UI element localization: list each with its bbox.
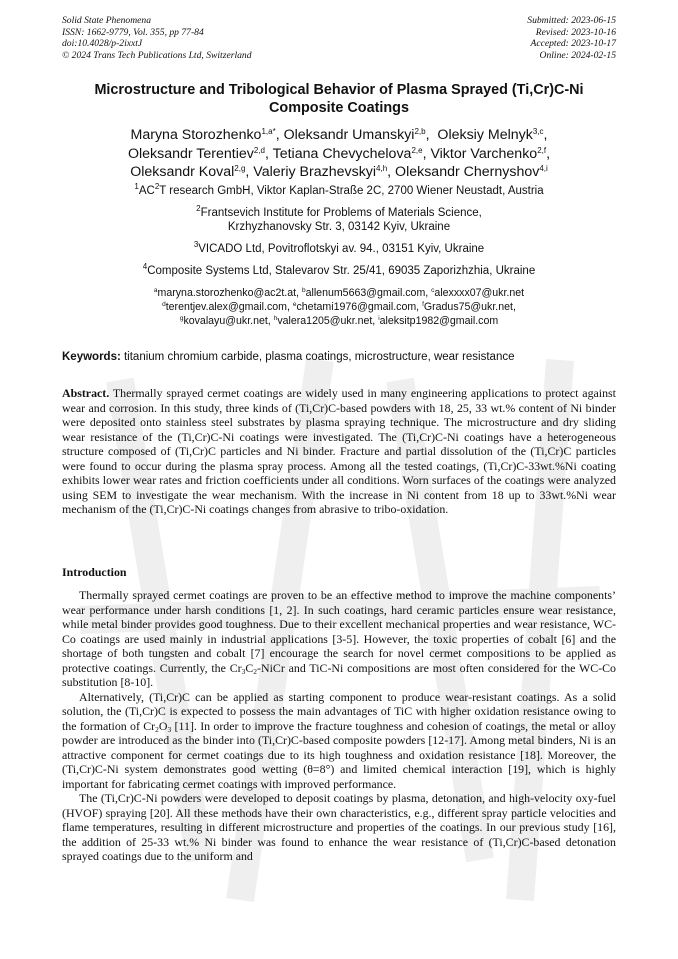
email-sup: f [422,301,424,309]
affiliation-text: AC [138,185,155,197]
affiliation-2 [40,203,638,235]
submitted-date: Submitted: 2023-06-15 [527,15,616,26]
journal-name: Solid State Phenomena [62,15,151,26]
author-sup: 2,e [411,145,423,155]
subscript: 2 [253,666,258,676]
email-sup: h [273,315,278,323]
subscript: 2 [155,724,159,734]
affiliation-text: Krzhyzhanovsky Str. 3, 03142 Kyiv, Ukraine [227,221,451,234]
author-name: Tetiana Chevychelova [272,145,412,162]
author-sup: 2,g [234,164,246,174]
affiliation-1 [40,184,638,199]
introduction-body [62,588,616,864]
paragraph-text: Thermally sprayed cermet coatings are proven to be an effective method to improve the machine components’ wear performance under harsh conditions [1, 2]. In such coatings, hard ceramic particles ensure wear resistance, while metal binder provides good toughness. Due to their excellent mechanical properties and wear resistance, WC-Co coatings are used mainly in industrial applications [3-5]. However, the toxic properties of cobalt [6] and the shortage of both tungsten and cobalt [7] encourage the search for novel cermet compositions to be applied as protective coatings. Currently, the Cr [62,588,616,675]
keywords-label: Keywords: [62,351,121,363]
email-link[interactable]: terentjev.alex@gmail.com, [165,301,293,314]
abstract-label: Abstract. [62,386,110,400]
keywords-text: titanium chromium carbide, plasma coatings, microstructure, wear resistance [120,351,515,363]
affiliation-sup: 2 [154,182,160,191]
subscript: 3 [241,666,246,676]
affiliation-text: Frantsevich Institute for Problems of Materials Science, [200,206,482,219]
author-name: Oleksandr Koval [130,164,235,181]
affiliation-text: Composite Systems Ltd, Stalevarov Str. 25/41, 69035 Zaporizhzhia, Ukraine [147,265,536,278]
email-link[interactable]: aleksitp1982@gmail.com [379,315,499,328]
email-sup: a [153,287,158,295]
email-sup: b [301,287,306,295]
email-sup: d [162,301,166,309]
paragraph-text: -NiCr and TiC-Ni compositions are most often considered for the WC-Co substitution [8-10]. [62,660,617,689]
abstract-text: Thermally sprayed cermet coatings are widely used in many engineering applications to protect against wear and corrosion. In this study, three kinds of (Ti,Cr)C-based powders with 18, 25, 33 wt.% content of Ni binder were deposited onto stainless steel substrates by plasma spraying technique. The microstructure and dry sliding wear resistance of the (Ti,Cr)C-Ni coatings were investigated. The (Ti,Cr)C-Ni coatings have a heterogeneous structure composed of (Ti,Cr)C particles and Ni binder. Fracture and partial dissolution of the (Ti,Cr)C particles were found to occur during the plasma spray process. Among all the tested coatings, (Ti,Cr)C-33wt.%Ni coating exhibits lower wear rates and friction coefficients under all conditions. Worn surfaces of the coatings were analyzed using SEM to investigate the wear mechanism. With the increase in Ni content from 18 up to 33wt.%Ni wear mechanism of the (Ti,Cr)C-Ni coatings changes from abrasive to tribo-oxidation. [62,386,616,516]
email-list [40,286,638,328]
intro-paragraph-2 [62,690,616,792]
online-date: Online: 2024-02-15 [539,49,616,61]
introduction-heading: Introduction [62,565,127,579]
paragraph-text: Alternatively, (Ti,Cr)C can be applied as starting component to produce wear-resistant coatings. As a solid solution, the (Ti,Cr)C is expected to possess the main advantages of TiC with higher oxidation resistance owing to the formation of Cr [62,689,616,733]
affiliation-sup: 1 [134,182,139,191]
affiliation-text: VICADO Ltd, Povitroflotskyi av. 94., 03151 Kyiv, Ukraine [198,243,485,256]
author-sup: 3,c [532,127,544,136]
paragraph-text: O [158,718,168,733]
author-name: Viktor Varchenko [430,145,538,162]
email-sup: e [292,301,297,309]
author-name: Valeriy Brazhevskyi [253,164,377,181]
affiliation-sup: 2 [196,203,201,213]
revised-date: Revised: 2023-10-16 [535,26,616,38]
affiliation-text: T research GmbH, Viktor Kaplan-Straße 2C, 2700 Wiener Neustadt, Austria [159,185,544,197]
email-sup: g [179,315,184,323]
email-link[interactable]: alexxxx07@ukr.net [434,287,525,300]
paragraph-text: [11]. In order to improve the fracture toughness and cohesion of coatings, the metal or alloy powder are introduced as the binder into (Ti,Cr)C-based composite powders [12-17]. Among metal binders, Ni is an attractive component for cermet coatings due to its high toughness and oxidation resistance [18]. Moreover, the (Ti,Cr)C-Ni system demonstrates good wetting (θ=8°) and limited chemical interaction [19], which is highly important for fabricating cermet coatings with improved performance. [62,718,616,791]
email-sup: c [431,287,435,295]
email-link[interactable]: maryna.storozhenko@ac2t.at, [157,287,302,300]
intro-paragraph-1 [62,588,616,690]
intro-paragraph-3: The (Ti,Cr)C-Ni powders were developed to deposit coatings by plasma, detonation, and high-velocity oxy-fuel (HVOF) spraying [20]. All these methods have their own characteristics, e.g., different spray particle velocities and flame temperatures, resulting in different microstructure and properties of the coatings. In our previous study [16], the addition of 25-33 wt.% Ni binder was found to enhance the wear resistance of (Ti,Cr)C-based detonation sprayed coatings due to the uniform and [62,791,616,863]
author-name: Maryna Storozhenko [130,127,262,143]
author-sup: 1,a* [261,127,276,136]
author-sup: 2,f [537,145,547,155]
publication-dates [527,15,616,61]
author-list: Maryna Storozhenko$^{1,a*}$, Oleksandr Umanskyi$^{2,b}$, Oleksiy Melnyk$^{3,c}$, Oleksandr Terentiev$^{2,d}$, Tetiana Chevychelova$^{2,e}$, Viktor Varchenko$^{2,f}$, Oleksandr Koval$^{2,g}$, Valeriy Brazhevskyi$^{4,h}$, Oleksandr Chernyshov$^{4,i}$ [127,127,551,181]
author-sup: 2,d [253,145,265,155]
journal-info [62,15,252,61]
affiliation-sup: 4 [142,262,148,272]
journal-header [62,15,616,65]
copyright: © 2024 Trans Tech Publications Ltd, Switzerland [62,49,252,61]
author-sup: 4,h [376,164,388,174]
paper-title [40,82,638,117]
author-name: Oleksiy Melnyk [437,127,533,143]
email-link[interactable]: kovalayu@ukr.net, [183,315,274,328]
author-sup: 4,i [539,164,548,174]
author-name: Oleksandr Chernyshov [395,164,540,181]
subscript: 3 [167,724,172,734]
email-sup: i [378,315,380,323]
author-name: Oleksandr Umanskyi [283,127,415,143]
affiliation-4 [40,264,638,279]
affiliation-sup: 3 [193,240,199,250]
title-line-2: Composite Coatings [269,99,409,116]
email-link[interactable]: valera1205@ukr.net, [277,315,379,328]
abstract [62,386,616,517]
affiliation-3 [40,242,638,257]
author-name: Oleksandr Terentiev [127,145,254,162]
paragraph-text: C [245,660,254,675]
email-link[interactable]: chetami1976@gmail.com, [296,301,423,314]
accepted-date: Accepted: 2023-10-17 [530,38,616,50]
email-link[interactable]: Gradus75@ukr.net, [423,301,516,314]
author-sup: 2,b [414,127,426,136]
keywords [62,351,618,363]
title-line-1: Microstructure and Tribological Behavior of Plasma Sprayed (Ti,Cr)C-Ni [94,82,584,98]
issn: ISSN: 1662-9779, Vol. 355, pp 77-84 [62,26,204,38]
email-link[interactable]: allenum5663@gmail.com, [305,287,432,300]
affiliations [40,184,638,335]
doi: doi:10.4028/p-2ixxtJ [62,38,143,50]
